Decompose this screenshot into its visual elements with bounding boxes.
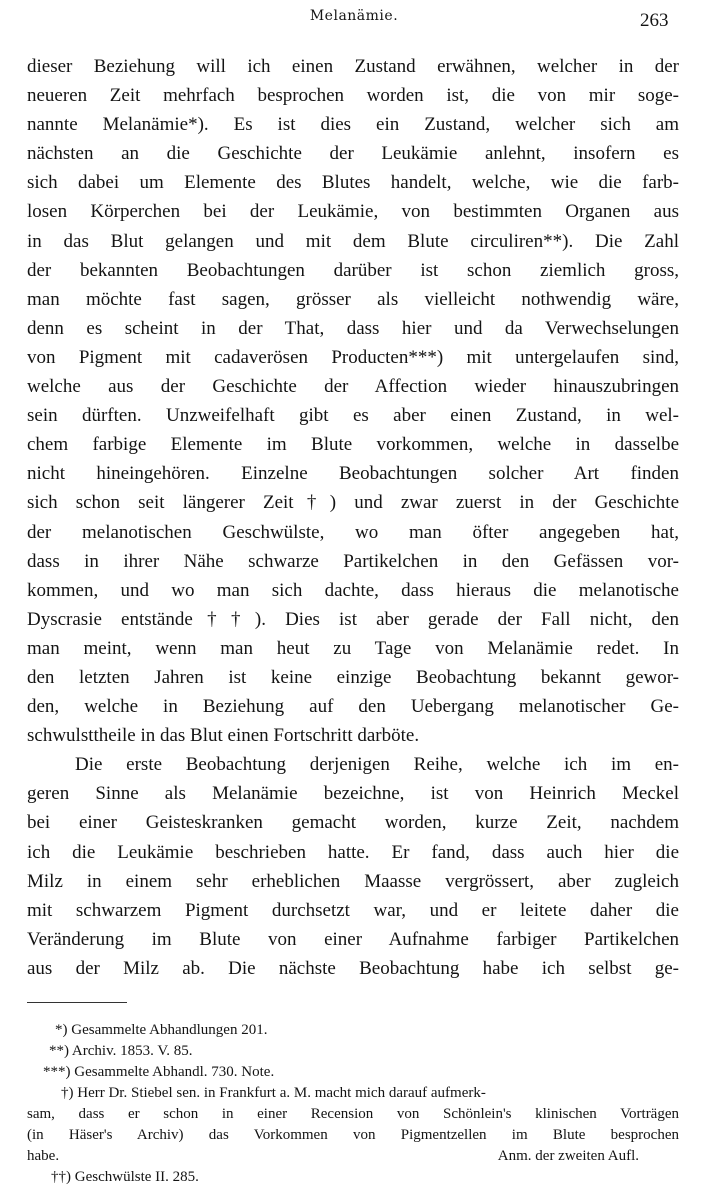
text-line: Veränderung im Blute von einer Aufnahme farbiger Partikelchen	[27, 928, 679, 950]
text-line: dieser Beziehung will ich einen Zustand erwähnen, welcher in der	[27, 56, 679, 77]
footnote-4-editor-note: Anm. der zweiten Aufl.	[497, 1148, 639, 1164]
text-line: neueren Zeit mehrfach besprochen worden ist, die von mir soge-	[27, 85, 679, 107]
footnote-4-line-2: sam, dass er schon in einer Recension von Schönlein's klinischen Vorträgen	[27, 1106, 679, 1122]
text-line: nannte Melanämie*). Es ist dies ein Zustand, welcher sich am	[27, 114, 679, 136]
text-line: welche aus der Geschichte der Affection wieder hinauszubringen	[27, 376, 679, 398]
page-number: 263	[640, 10, 669, 31]
text-line: Dyscrasie entstände††). Dies ist aber gerade der Fall nicht, den	[27, 608, 679, 630]
text-line: schwulsttheile in das Blut einen Fortschritt darböte.	[27, 725, 420, 747]
text-line: von Pigment mit cadaverösen Producten***) mit untergelaufen sind,	[27, 346, 679, 368]
body-text	[27, 52, 679, 983]
text-line: der bekannten Beobachtungen darüber ist schon ziemlich gross,	[27, 259, 679, 281]
text-line: nächsten an die Geschichte der Leukämie anlehnt, insofern es	[27, 143, 679, 165]
text-line: aus der Milz ab. Die nächste Beobachtung habe ich selbst ge-	[27, 957, 679, 979]
text-line: kommen, und wo man sich dachte, dass hieraus die melanotische	[27, 579, 679, 601]
footnote-divider	[27, 1002, 127, 1003]
text-line: man meint, wenn man heut zu Tage von Melanämie redet. In	[27, 637, 679, 659]
text-line: den letzten Jahren ist keine einzige Beobachtung bekannt gewor-	[27, 666, 679, 688]
text-line: dass in ihrer Nähe schwarze Partikelchen in den Gefässen vor-	[27, 550, 679, 572]
text-line: sein dürften. Unzweifelhaft gibt es aber einen Zustand, in wel-	[27, 405, 679, 427]
text-line: bei einer Geisteskranken gemacht worden, kurze Zeit, nachdem	[27, 812, 679, 834]
text-line: in das Blut gelangen und mit dem Blute circuliren**). Die Zahl	[27, 230, 679, 252]
footnote-4-line-4: habe.	[27, 1148, 60, 1164]
text-line: man möchte fast sagen, grösser als vielleicht nothwendig wäre,	[27, 288, 679, 310]
text-line: Die erste Beobachtung derjenigen Reihe, welche ich im en-	[75, 754, 679, 776]
text-line: nicht hineingehören. Einzelne Beobachtungen solcher Art finden	[27, 463, 679, 485]
footnote-4-line-3: (in Häser's Archiv) das Vorkommen von Pigmentzellen im Blute besprochen	[27, 1127, 679, 1143]
text-line: ich die Leukämie beschrieben hatte. Er fand, dass auch hier die	[27, 841, 679, 863]
text-line: denn es scheint in der That, dass hier und da Verwechselungen	[27, 317, 679, 339]
footnotes	[27, 1020, 679, 1188]
text-line: der melanotischen Geschwülste, wo man öfter angegeben hat,	[27, 521, 679, 543]
text-line: geren Sinne als Melanämie bezeichne, ist von Heinrich Meckel	[27, 783, 679, 805]
footnote-4-line-1: †) Herr Dr. Stiebel sen. in Frankfurt a. M. macht mich darauf aufmerk-	[61, 1085, 486, 1101]
footnote-2: **) Archiv. 1853. V. 85.	[49, 1043, 193, 1059]
text-line: Milz in einem sehr erheblichen Maasse vergrössert, aber zugleich	[27, 870, 679, 892]
running-title: Melanämie.	[309, 8, 399, 24]
text-line: losen Körperchen bei der Leukämie, von bestimmten Organen aus	[27, 201, 679, 223]
text-line: chem farbige Elemente im Blute vorkommen, welche in dasselbe	[27, 434, 679, 456]
footnote-5: ††) Geschwülste II. 285.	[51, 1169, 199, 1185]
text-line: sich schon seit längerer Zeit†) und zwar zuerst in der Geschichte	[27, 492, 679, 514]
footnote-3: ***) Gesammelte Abhandl. 730. Note.	[43, 1064, 275, 1080]
text-line: mit schwarzem Pigment durchsetzt war, und er leitete daher die	[27, 899, 679, 921]
text-line: sich dabei um Elemente des Blutes handelt, welche, wie die farb-	[27, 172, 679, 194]
text-line: den, welche in Beziehung auf den Uebergang melanotischer Ge-	[27, 696, 679, 718]
footnote-1: *) Gesammelte Abhandlungen 201.	[55, 1022, 268, 1038]
